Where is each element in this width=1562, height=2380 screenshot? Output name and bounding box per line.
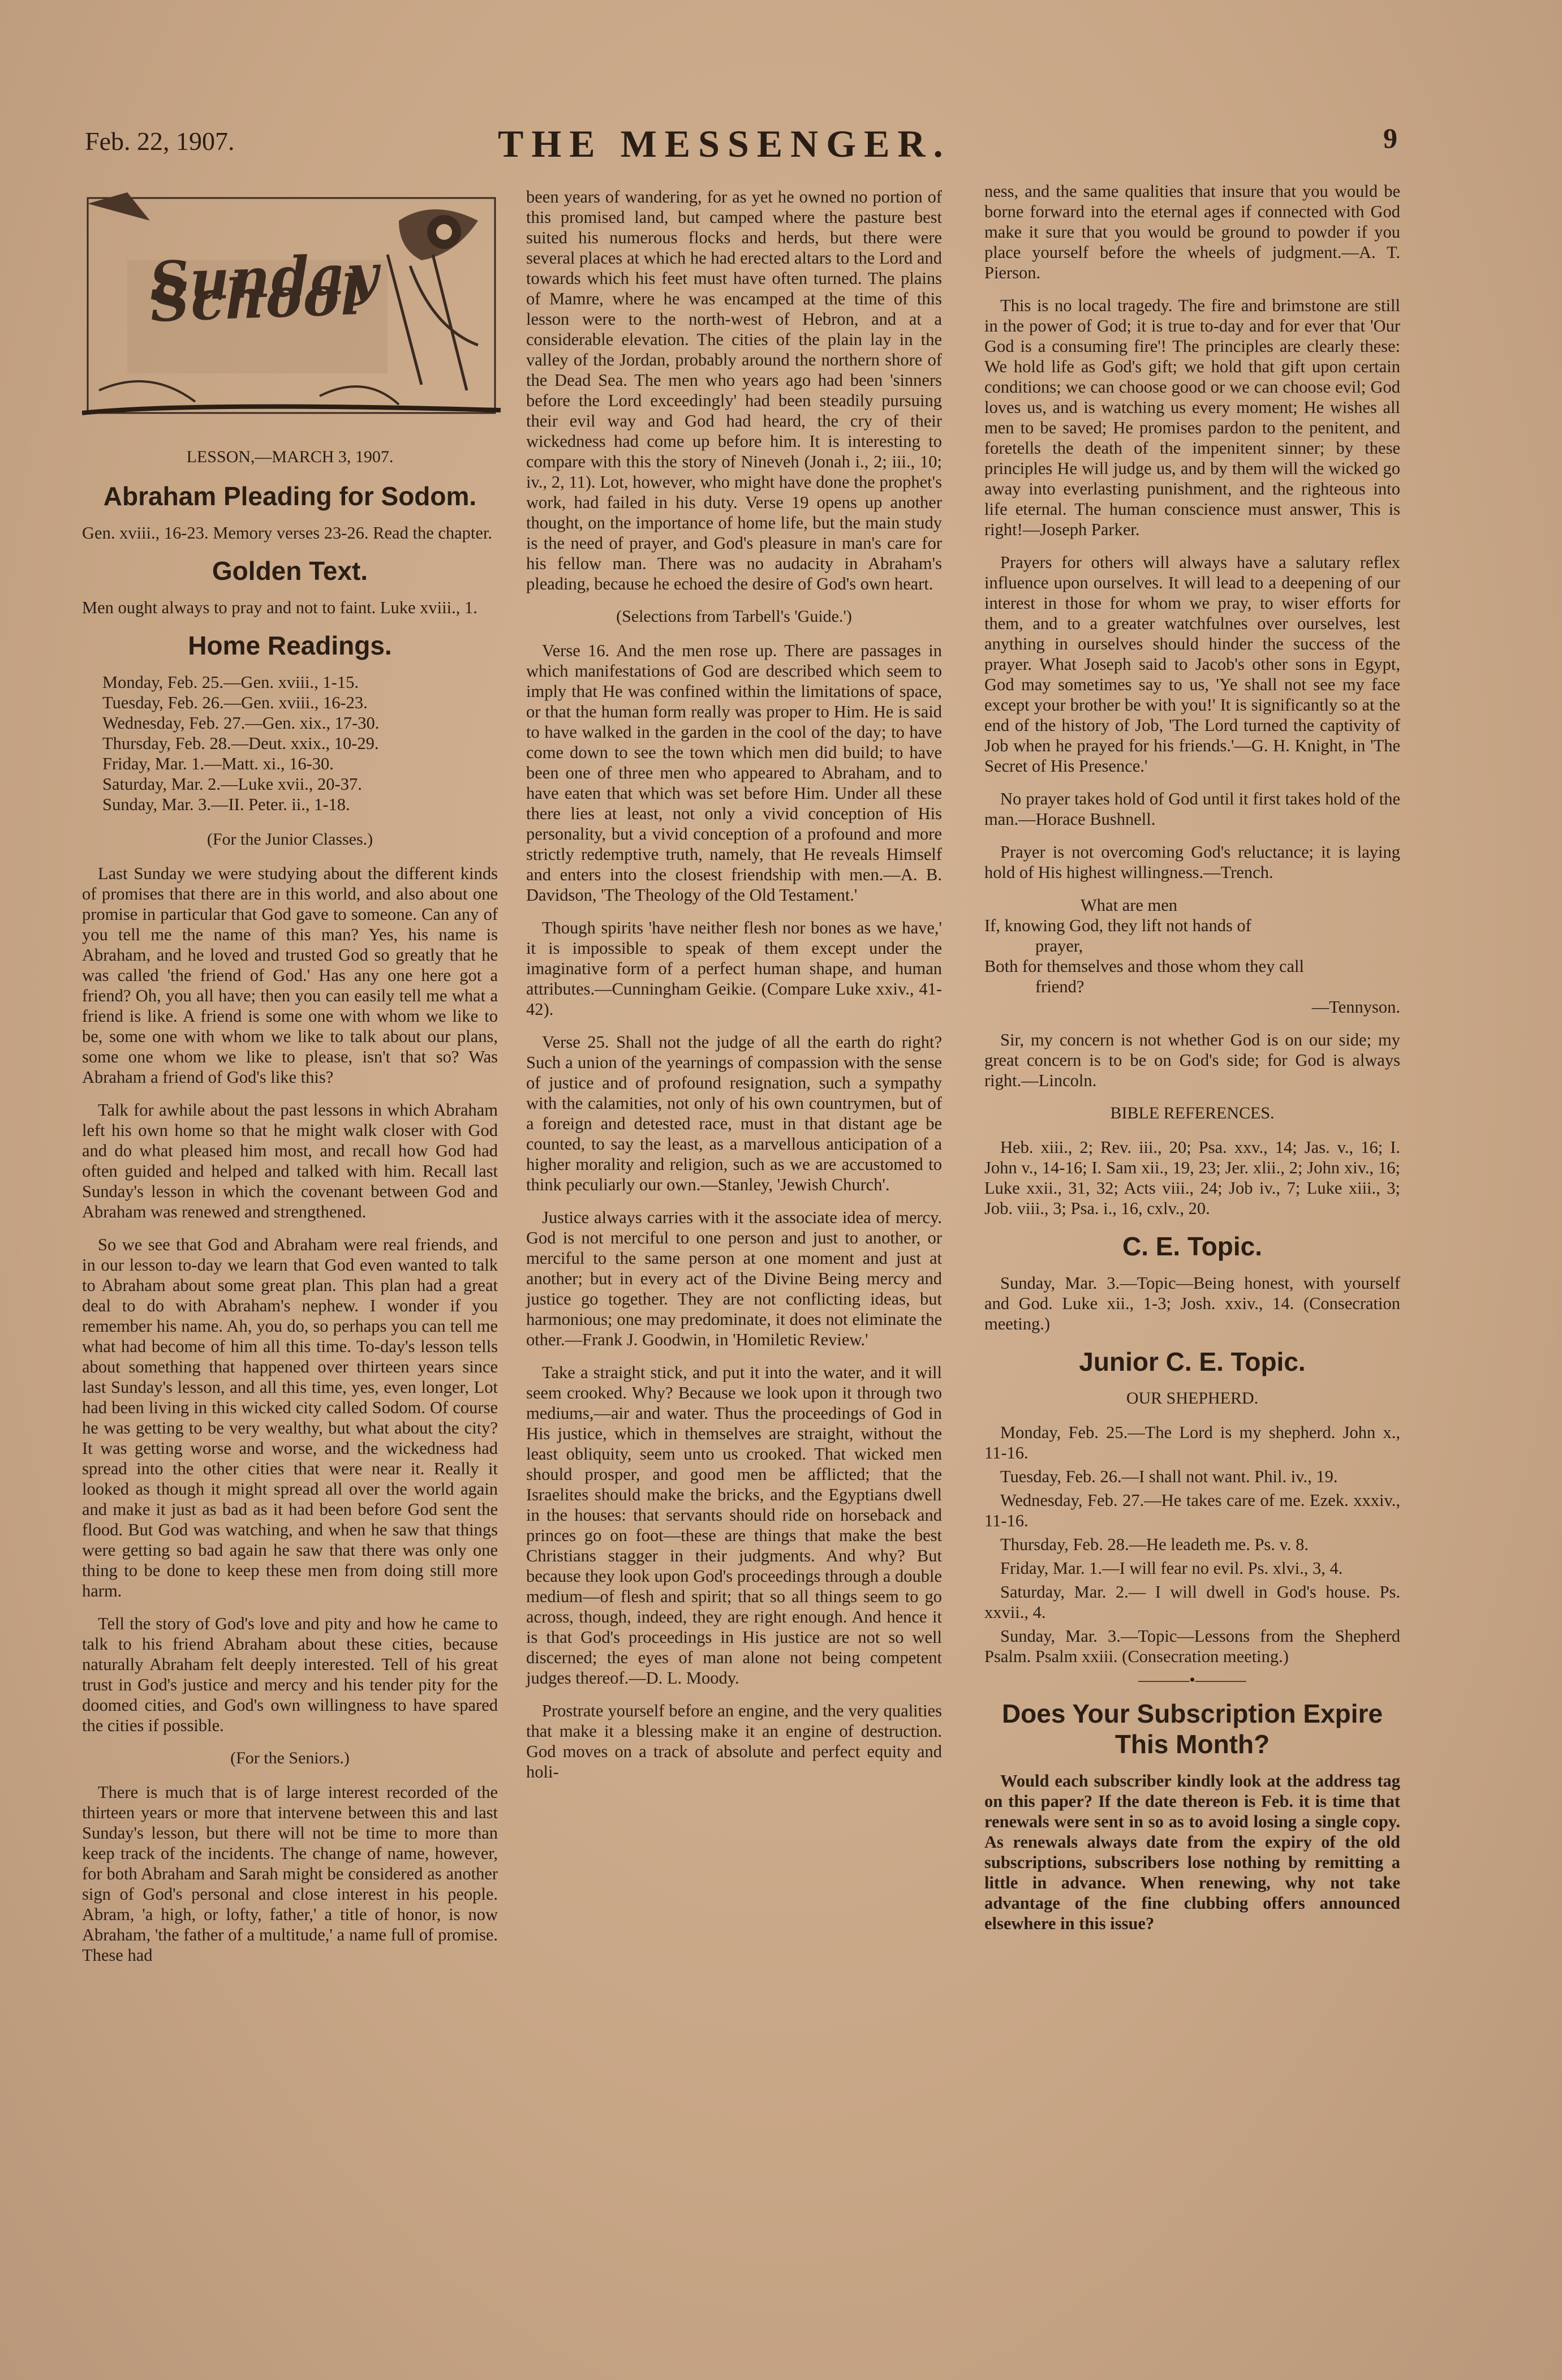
paragraph: Tell the story of God's love and pity and how he came to talk to his friend Abraham about these cities, because naturally Abraham felt deeply interested. Tell of his great trust in God's justice and mercy and his tender pity for the doomed cities, and God's own willingness to have spared the cities if possible. [82, 1614, 498, 1735]
banner-title: Sunday School [148, 242, 381, 334]
paragraph: This is no local tragedy. The fire and brimstone are still in the power of God; it is true to-day and for ever that 'Our God is a consuming fire'! The principles are clearly these: We hold life as God's gift; we hold that gift upon certain conditions; we can choose good or we can choose evil; God loves us, and is watching us every moment; He wishes all men to be saved; He promises pardon to the penitent, and foretells the death of the impenitent sinner; by these principles He will judge us, and by them will the wicked go away into everlasting punishment, and the righteous into life eternal. The human conscience must answer, This is right!—Joseph Parker. [984, 296, 1400, 539]
list-item: Saturday, Mar. 2.— I will dwell in God's house. Ps. xxvii., 4. [984, 1582, 1400, 1622]
paragraph: Justice always carries with it the associate idea of mercy. God is not merciful to one person and just to another, or merciful to the same person at one moment and just at another; but in every act of the Divine Being mercy and justice go together. They are not conflicting ideas, but harmonious; one may predominate, it does not eliminate the other.—Frank J. Goodwin, in 'Homiletic Review.' [526, 1208, 942, 1349]
paragraph: There is much that is of large interest recorded of the thirteen years or more that intervene between this and last Sunday's lesson, but there will not be time to more than keep track of the incidents. The change of name, however, for both Abraham and Sarah might be considered as another sign of God's personal and close interest in his people. Abram, 'a high, or lofty, father,' a title of honor, is now Abraham, 'the father of a multitude,' a name full of promise. These had [82, 1783, 498, 1965]
poem-line: Both for themselves and those whom they call [984, 957, 1304, 976]
bible-references-heading: BIBLE REFERENCES. [1110, 1104, 1275, 1122]
poem-line: What are men [1081, 896, 1178, 915]
subscription-heading: Does Your Subscription Expire This Month? [1001, 1699, 1383, 1759]
list-item: Thursday, Feb. 28.—He leadeth me. Ps. v. 8. [1000, 1535, 1309, 1554]
ce-topic-text: Sunday, Mar. 3.—Topic—Being honest, with yourself and God. Luke xii., 1-3; Josh. xxiv., 14. (Consecration meeting.) [984, 1273, 1400, 1333]
page-number: 9 [1383, 122, 1397, 154]
paragraph: ness, and the same qualities that insure that you would be borne forward into the eternal ages if connected with God make it sure that you would be ground to powder if you place yourself before the wheels of judgment.—A. T. Pierson. [984, 182, 1400, 282]
lesson-title: Abraham Pleading for Sodom. [103, 481, 477, 511]
poem-line: If, knowing God, they lift not hands of [984, 916, 1251, 935]
issue-date: Feb. 22, 1907. [85, 127, 235, 156]
seniors-heading: (For the Seniors.) [230, 1749, 350, 1767]
list-item: Tuesday, Feb. 26.—I shall not want. Phil. iv., 19. [1000, 1467, 1338, 1486]
poem-line: friend? [1035, 977, 1085, 996]
lesson-date: LESSON,—MARCH 3, 1907. [186, 447, 394, 466]
column-3 [984, 181, 1400, 1946]
ce-topic-heading: C. E. Topic. [1122, 1232, 1263, 1261]
paragraph: Talk for awhile about the past lessons in which Abraham left his own home so that he might walk closer with God and do what pleased him most, and recall how God had often guided and helped and talked with him. Recall last Sunday's lesson in which the covenant between God and Abraham was renewed and strengthened. [82, 1100, 498, 1221]
junior-classes-heading: (For the Junior Classes.) [206, 830, 373, 849]
poem-quote [984, 895, 1400, 1017]
list-item: Friday, Mar. 1.—I will fear no evil. Ps. xlvi., 3, 4. [1000, 1559, 1343, 1578]
paragraph: Verse 25. Shall not the judge of all the earth do right? Such a union of the yearnings of compassion with the sense of justice and of profound resignation, such a sympathy with the calamities, not only of his own countrymen, but of a foreign and detested race, must in that distant age be counted, to say the least, as a marvellous anticipation of a higher morality and religion, such as we are accustomed to think peculiarly our own.—Stanley, 'Jewish Church'. [526, 1032, 942, 1194]
list-item: Monday, Feb. 25.—Gen. xviii., 1-15. [102, 673, 359, 692]
paragraph: Prayers for others will always have a salutary reflex influence upon ourselves. It will lead to a deepening of our interest in those for whom we pray, to wiser efforts for them, and to a greater watchfulnes over ourselves, lest anything in ourselves should hinder the success of the prayer. What Joseph said to Jacob's other sons in Egypt, God may sometimes say to us, 'Ye shall not see my face except your brother be with you!' It is significantly so at the end of the history of Job, 'The Lord turned the captivity of Job when he prayed for his friends.'—G. H. Knight, in 'The Secret of His Presence.' [984, 553, 1400, 776]
list-item: Thursday, Feb. 28.—Deut. xxix., 10-29. [102, 734, 379, 753]
paragraph: Take a straight stick, and put it into the water, and it will seem crooked. Why? Because we look upon it through two mediums,—air and water. Thus the proceedings of God in His justice, which in themselves are straight, without the least obliquity, seem unto us crooked. That wicked men should prosper, and good men be afflicted; that the Israelites should make the bricks, and the Egyptians dwell in the houses: that servants should ride on horseback and princes go on foot—these are things that make the best Christians stagger in their judgments. And why? But because they look upon God's proceedings through a double medium—of flesh and spirit; that so all things seem to go across, though, indeed, they are right enough. And hence it is that God's proceedings in His justice are not so well discerned; the eyes of man alone not being competent judges thereof.—D. L. Moody. [526, 1363, 942, 1688]
bible-references: Heb. xiii., 2; Rev. iii., 20; Psa. xxv., 14; Jas. v., 16; I. John v., 14-16; I. Sam xii., 19, 23; Jer. xlii., 2; John xiv., 16; Luke xxii., 31, 32; Acts viii., 24; Job iv., 7; Luke xiii., 3; Job. viii., 3; Psa. i., 16, cxlv., 20. [984, 1138, 1400, 1218]
list-item: Sunday, Mar. 3.—Topic—Lessons from the Shepherd Psalm. Psalm xxiii. (Consecration meeting.) [984, 1626, 1400, 1666]
paragraph: So we see that God and Abraham were real friends, and in our lesson to-day we learn that God even wanted to talk to Abraham about some great plan. This plan had a great deal to do with Abraham's nephew. I wonder if you remember his name. Ah, you do, so perhaps you can tell me what had become of him all this time. To-day's lesson tells about something that happened over thirteen years since last Sunday's lesson, and all this time, yes, even longer, Lot had been living in this wicked city called Sodom. Of course he was getting to be very wealthy, but what about the city? It was getting worse and worse, and the wickedness had spread into the other cities that were near it. Really it looked as though it might spread all over the world again and make it just as bad as it had been before God sent the flood. But God was watching, and when he saw that things were getting so bad again he saw that there was only one thing to be done to keep these men from doing still more harm. [82, 1235, 498, 1600]
list-item: Friday, Mar. 1.—Matt. xi., 16-30. [102, 754, 334, 773]
list-item: Wednesday, Feb. 27.—Gen. xix., 17-30. [102, 713, 380, 733]
poem-line: prayer, [1035, 936, 1083, 956]
golden-text-heading: Golden Text. [212, 556, 368, 586]
ornamental-divider-icon: ———•——— [1138, 1671, 1246, 1689]
selections-heading: (Selections from Tarbell's 'Guide.') [616, 607, 852, 626]
golden-text: Men ought always to pray and not to faint. Luke xviii., 1. [82, 598, 477, 617]
list-item: Saturday, Mar. 2.—Luke xvii., 20-37. [102, 774, 362, 794]
junior-ce-topic-heading: Junior C. E. Topic. [1079, 1347, 1306, 1376]
scripture-reference: Gen. xviii., 16-23. Memory verses 23-26. Read the chapter. [82, 523, 493, 543]
paragraph: No prayer takes hold of God until it first takes hold of the man.—Horace Bushnell. [984, 789, 1400, 829]
poem-author: —Tennyson. [1311, 997, 1400, 1017]
masthead [85, 122, 1397, 167]
column-2 [526, 187, 942, 1794]
home-readings-list [82, 672, 498, 815]
paragraph: Verse 16. And the men rose up. There are passages in which manifestations of God are described which seem to imply that He was confined within the limitations of space, or that the human form really was proper to Him. He is said to have walked in the garden in the cool of the day; to have come down to see the town which men did build; to have been one of three men who appeared to Abraham, and to have eaten that which was set before Him. Under all these there lies at least, not only a vivid conception of His personality, but a vivid conception of a profound and more strictly redemptive truth, namely, that He reveals Himself and enters into the closest friendship with men.—A. B. Davidson, 'The Theology of the Old Testament.' [526, 641, 942, 905]
paragraph: Last Sunday we were studying about the different kinds of promises that there are in this world, and also about one promise in particular that God gave to someone. Can any of you tell me the name of this man? Yes, his name is Abraham, and he loved and trusted God so greatly that he was called 'the friend of God.' Has any one here got a friend? Oh, you all have; then you can easily tell me what a friend is like. A friend is some one with whom we like to be, some one with whom we like to talk about our plans, some one whom we like to please, isn't that so? Was Abraham a friend of God's like this? [82, 864, 498, 1087]
paragraph: Prayer is not overcoming God's reluctance; it is laying hold of His highest willingness.—Trench. [984, 842, 1400, 882]
sunday-school-banner [82, 187, 501, 430]
list-item: Wednesday, Feb. 27.—He takes care of me. Ezek. xxxiv., 11-16. [984, 1491, 1400, 1530]
list-item: Sunday, Mar. 3.—II. Peter. ii., 1-18. [102, 795, 350, 814]
paragraph: been years of wandering, for as yet he owned no portion of this promised land, but camped where the pasture best suited his numerous flocks and herds, but there were several places at which he had erected altars to the Lord and towards which his feet must have often turned. The plains of Mamre, where he was encamped at the time of this lesson were to the north-west of Hebron, and at a considerable elevation. The cities of the plain lay in the valley of the Jordan, probably around the northern shore of the Dead Sea. The men who years ago had been 'sinners before the Lord exceedingly' had been steadily pursuing their evil way and God had heard, the cry of their wickedness had come up before him. It is interesting to compare with this the story of Nineveh (Jonah i., 2; iii., 10; iv., 2, 11). Lot, however, who might have done the prophet's work, had failed in his duty. Verse 19 opens up another thought, on the importance of home life, but the main study is the need of prayer, and God's pleasure in man's care for his fellow man. There was no audacity in Abraham's pleading, because he echoed the desire of God's own heart. [526, 187, 942, 593]
publication-title: THE MESSENGER. [498, 122, 951, 165]
home-readings-heading: Home Readings. [188, 631, 392, 660]
list-item: Tuesday, Feb. 26.—Gen. xviii., 16-23. [102, 693, 368, 712]
paragraph: Prostrate yourself before an engine, and the very qualities that make it a blessing make it an engine of destruction. God moves on a track of absolute and perfect equity and holi- [526, 1701, 942, 1781]
paragraph: Though spirits 'have neither flesh nor bones as we have,' it is impossible to speak of them except under the imaginative form of a perfect human shape, and human attributes.—Cunningham Geikie. (Compare Luke xxiv., 41-42). [526, 918, 942, 1019]
our-shepherd-heading: OUR SHEPHERD. [1126, 1389, 1259, 1408]
column-1 [82, 187, 498, 1978]
subscription-notice: Would each subscriber kindly look at the address tag on this paper? If the date thereon is Feb. it is time that renewals were sent in so as to avoid losing a single copy. As renewals always date from the expiry of the old subscriptions, subscribers lose nothing by remitting a little in advance. When renewing, why not take advantage of the fine clubbing offers announced elsewhere in this issue? [984, 1771, 1400, 1933]
paragraph: Sir, my concern is not whether God is on our side; my great concern is to be on God's side; for God is always right.—Lincoln. [984, 1030, 1400, 1090]
list-item: Monday, Feb. 25.—The Lord is my shepherd. John x., 11-16. [984, 1423, 1400, 1462]
